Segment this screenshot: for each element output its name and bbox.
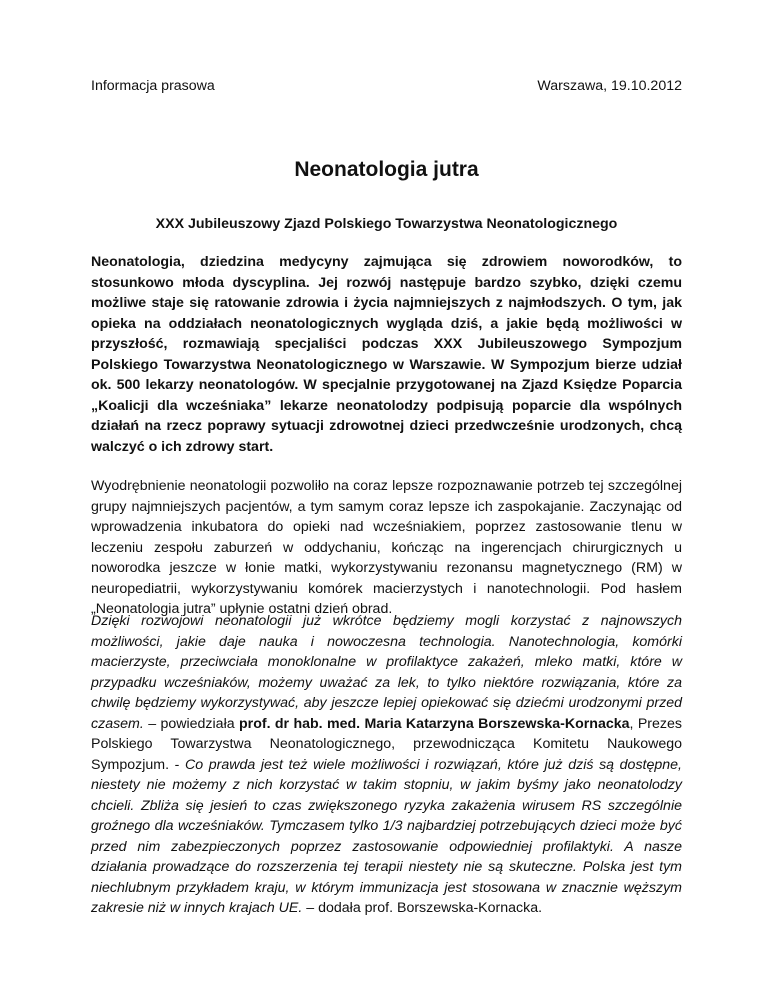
attribution-verb: – powiedziała [143,715,239,732]
document-header [91,78,682,98]
speaker-name: prof. dr hab. med. Maria Katarzyna Borszewska-Kornacka [239,715,630,732]
quote-part-2: Co prawda jest też wiele możliwości i rozwiązań, które już dziś są dostępne, niestety nie możemy z nich korzystać w takim stopniu, w jakim byśmy jako neonatolodzy chcieli. Zbliża się jesień to czas zwiększonego ryzyka zakażenia wirusem RS szczególnie groźnego dla wcześniaków. Tymczasem tylko 1/3 najbardziej potrzebujących dzieci może być przed nim zabezpieczonych poprzez zastosowanie odpowiedniej profilaktyki. A nasze działania prowadzące do rozszerzenia tej terapii niestety nie są skuteczne. Polska jest tym niechlubnym przykładem kraju, w którym immunizacja jest stosowana w znacznie węższym zakresie niż w innych krajach UE. [91,756,682,916]
press-release-label: Informacja prasowa [91,78,215,94]
closing-attribution: – dodała prof. Borszewska-Kornacka. [302,900,543,916]
body-paragraph-3 [91,611,682,919]
quote-part-1: Dzięki rozwojowi neonatologii już wkrótce będziemy mogli korzystać z najnowszych możliwości, jakie daje nauka i nowoczesna technologia. Nanotechnologia, komórki macierzyste, przeciwciała monoklonalne w profilaktyce zakażeń, mleko matki, które w przypadku wcześniaków, możemy uważać za lek, to tylko niektóre rozwiązania, które za chwilę będziemy wykorzystywać, aby jeszcze lepiej opiekować się dziećmi urodzonymi przed czasem. [91,613,682,732]
date-location: Warszawa, 19.10.2012 [537,78,682,94]
speaker-role: , Prezes Polskiego Towarzystwa Neonatologicznego, przewodnicząca Komitetu Naukowego Sympozjum. - [91,715,683,773]
document-title: Neonatologia jutra [294,158,479,181]
body-paragraph-2: Wyodrębnienie neonatologii pozwoliło na coraz lepsze rozpoznawanie potrzeb tej szczególnej grupy najmniejszych pacjentów, a tym samym coraz lepsze ich zaspokajanie. Zaczynając od wprowadzenia inkubatora do opieki nad wcześniakiem, poprzez zastosowanie tlenu w leczeniu zespołu zaburzeń w oddychaniu, kończąc na ingerencjach chirurgicznych u noworodka jeszcze w łonie matki, wykorzystywaniu rezonansu magnetycznego (RM) w neuropediatrii, wykorzystywaniu komórek macierzystych i nanotechnologii. Pod hasłem „Neonatologia jutra” upłynie ostatni dzień obrad. [91,478,682,617]
lead-paragraph: Neonatologia, dziedzina medycyny zajmująca się zdrowiem noworodków, to stosunkowo młoda dyscyplina. Jej rozwój następuje bardzo szybko, dzięki czemu możliwe staje się ratowanie zdrowia i życia najmniejszych z najmłodszych. O tym, jak opieka na oddziałach neonatologicznych wygląda dziś, a jakie będą możliwości w przyszłość, rozmawiają specjaliści podczas XXX Jubileuszowego Sympozjum Polskiego Towarzystwa Neonatologicznego w Warszawie. W Sympozjum bierze udział ok. 500 lekarzy neonatologów. W specjalnie przygotowanej na Zjazd Księdze Poparcia „Koalicji dla wcześniaka” lekarze neonatolodzy podpisują poparcie dla wspólnych działań na rzecz poprawy sytuacji zdrowotnej dzieci przedwcześnie urodzonych, chcą walczyć o ich zdrowy start. [91,254,682,455]
document-subtitle: XXX Jubileuszowy Zjazd Polskiego Towarzystwa Neonatologicznego [155,216,618,232]
